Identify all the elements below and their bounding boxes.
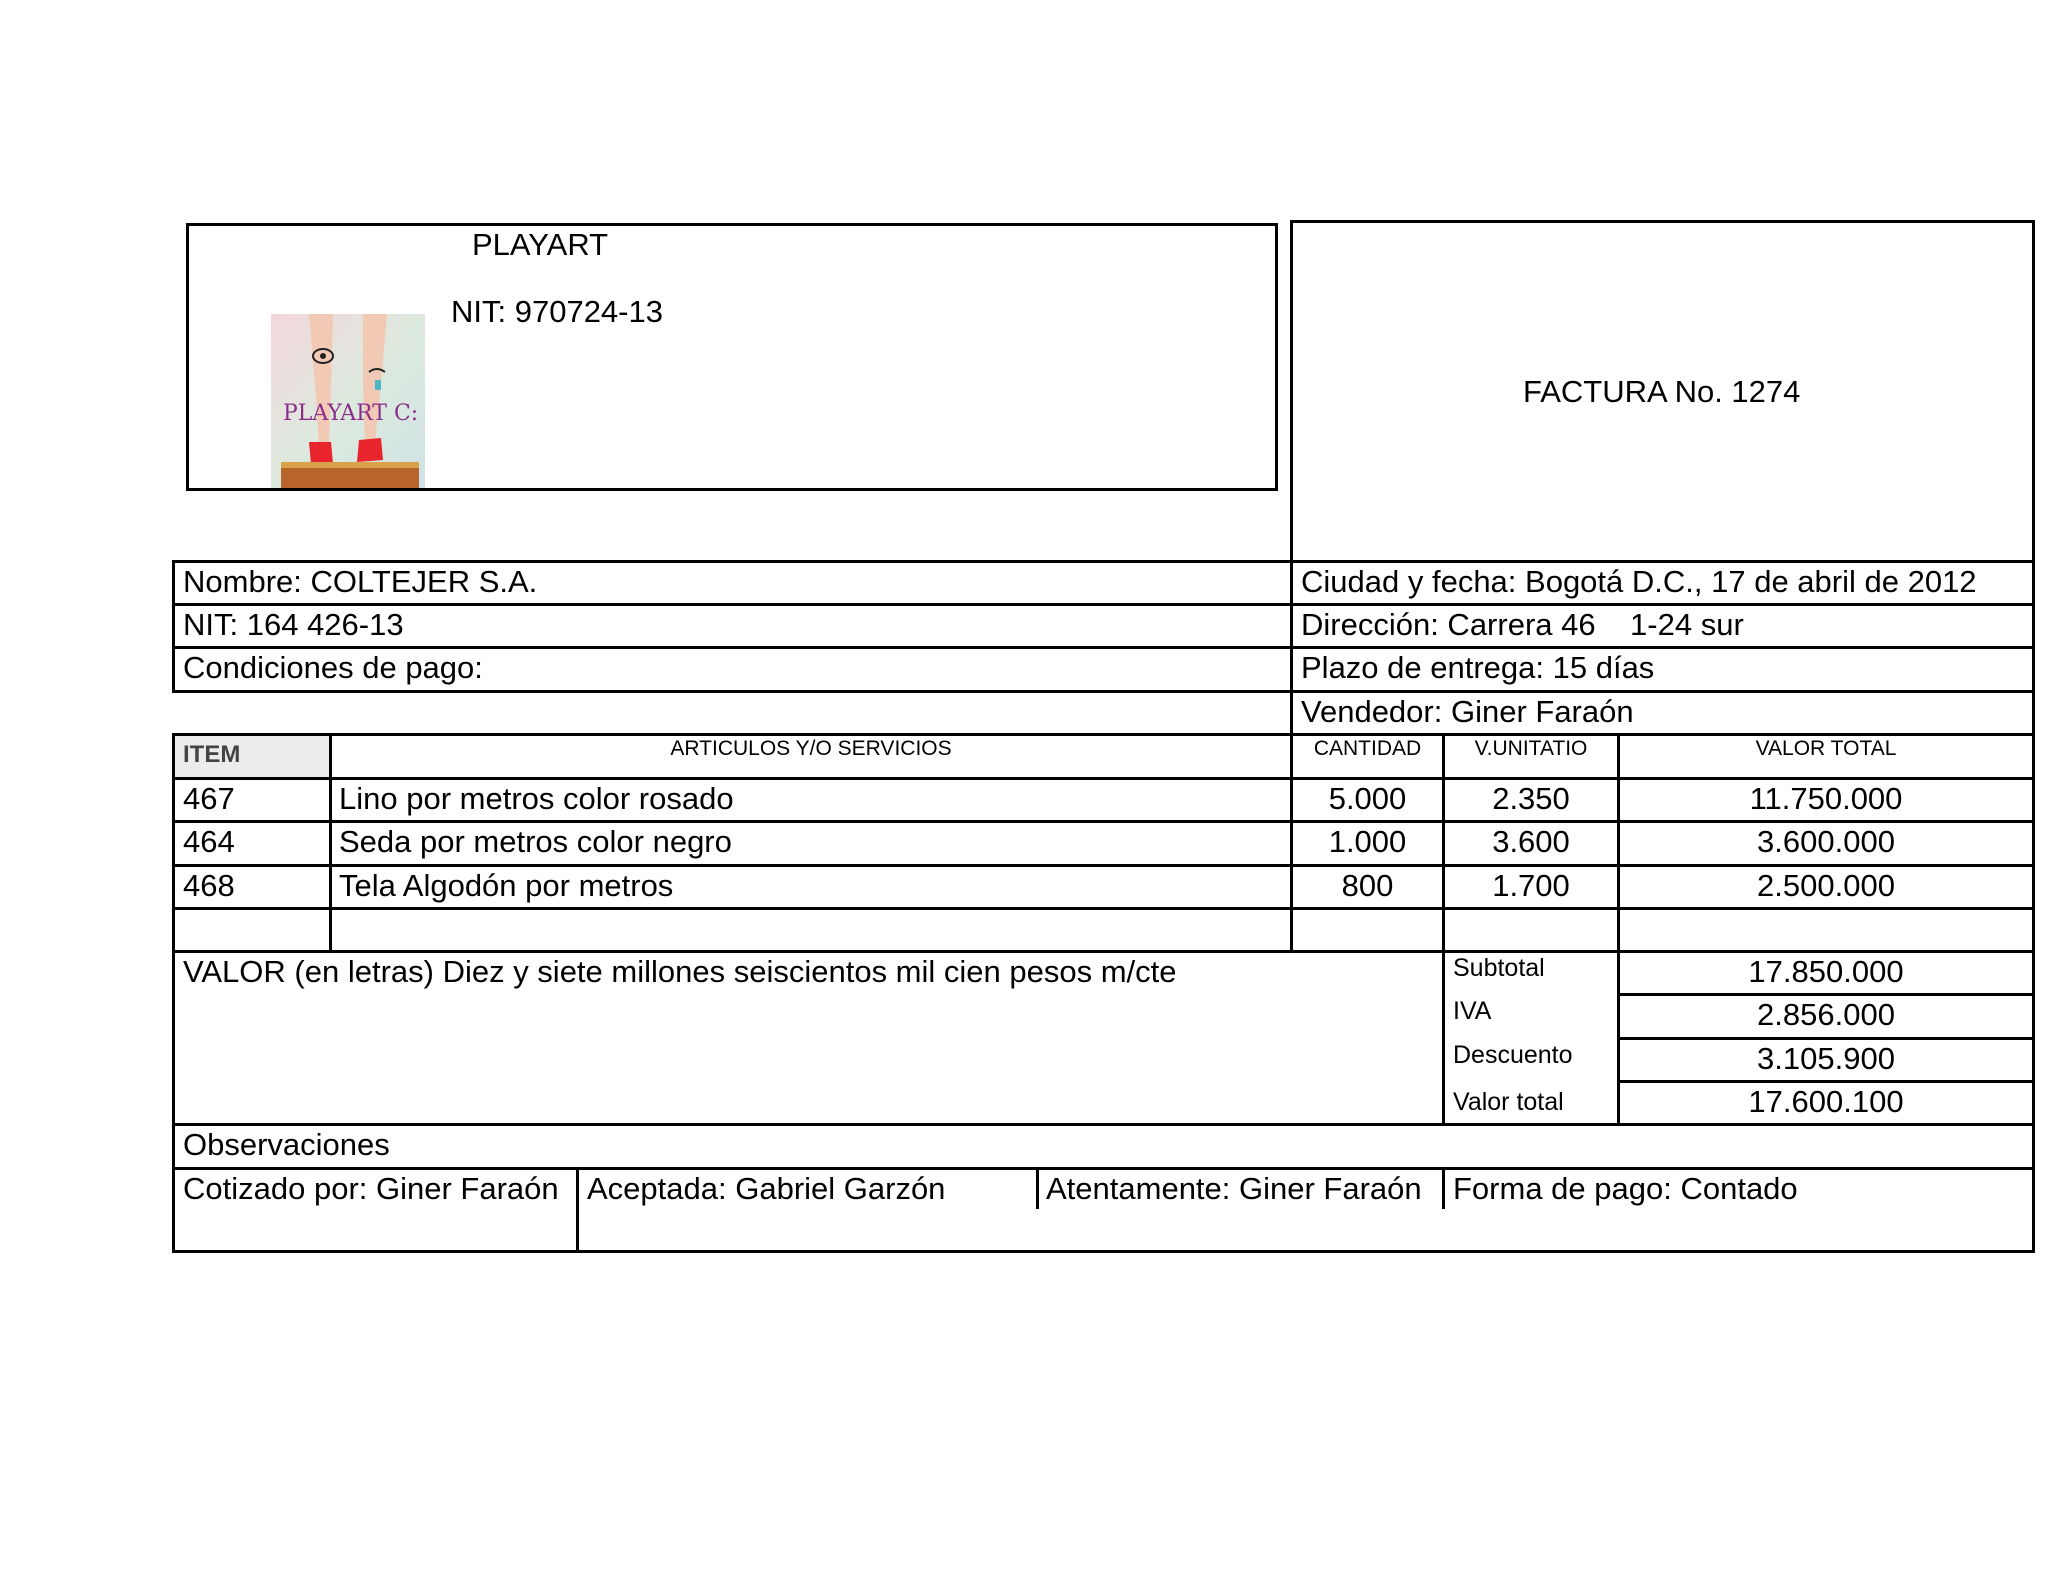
observations-label: Observaciones [183, 1127, 390, 1162]
grid-line [2032, 560, 2035, 736]
row-unit-value: 3.600 [1492, 824, 1570, 859]
row-quantity: 1.000 [1328, 824, 1407, 859]
grid-line [172, 950, 175, 1251]
grid-line [1442, 1167, 1445, 1209]
iva-value: 2.856.000 [1757, 997, 1895, 1032]
seller: Vendedor: Giner Faraón [1301, 694, 1634, 729]
payment-form: Forma de pago: Contado [1453, 1171, 1798, 1206]
subtotal-label: Subtotal [1453, 954, 1545, 982]
invoice-box-top-border [1290, 220, 2035, 223]
grid-line [329, 733, 332, 953]
accepted-by: Aceptada: Gabriel Garzón [587, 1171, 946, 1206]
address: Dirección: Carrera 46 1-24 sur [1301, 607, 1744, 642]
grid-line [172, 864, 2035, 867]
row-quantity: 5.000 [1328, 781, 1407, 816]
grid-line [1617, 1080, 2035, 1083]
grid-line [1617, 1037, 2035, 1040]
row-description: Lino por metros color rosado [339, 781, 734, 816]
grid-line [1290, 560, 1293, 736]
company-logo [271, 314, 425, 488]
quoted-by: Cotizado por: Giner Faraón [183, 1171, 559, 1206]
grid-line [172, 733, 2035, 736]
grid-line [172, 907, 2035, 910]
row-item: 468 [183, 868, 235, 903]
grid-line [172, 560, 2035, 563]
row-quantity: 800 [1341, 868, 1394, 903]
subtotal-value: 17.850.000 [1748, 954, 1904, 989]
grid-line [172, 646, 2035, 649]
grid-line [172, 1123, 2035, 1126]
header-unit-value: V.UNITATIO [1474, 737, 1588, 760]
discount-label: Descuento [1453, 1041, 1573, 1069]
grid-line [576, 1167, 579, 1253]
header-item: ITEM [183, 741, 241, 768]
invoice-box-right-border [2032, 220, 2035, 563]
row-total-value: 11.750.000 [1749, 781, 1903, 816]
amount-in-words: VALOR (en letras) Diez y siete millones seiscientos mil cien pesos m/cte [183, 954, 1177, 989]
row-item: 467 [183, 781, 235, 816]
logo-image [271, 314, 425, 488]
row-description: Tela Algodón por metros [339, 868, 674, 903]
sincerely: Atentamente: Giner Faraón [1046, 1171, 1422, 1206]
grid-line [172, 950, 2035, 953]
payment-conditions: Condiciones de pago: [183, 650, 483, 685]
company-nit: NIT: 970724-13 [451, 294, 663, 329]
invoice-box-left-border [1290, 220, 1293, 563]
discount-value: 3.105.900 [1757, 1041, 1895, 1076]
header-quantity: CANTIDAD [1313, 737, 1422, 760]
grid-line [172, 1250, 2035, 1253]
city-date: Ciudad y fecha: Bogotá D.C., 17 de abril de 2012 [1301, 564, 1977, 599]
invoice-title: FACTURA No. 1274 [1523, 374, 1801, 409]
grid-line [172, 1167, 2035, 1170]
row-item: 464 [183, 824, 235, 859]
total-value: 17.600.100 [1748, 1084, 1904, 1119]
customer-nit: NIT: 164 426-13 [183, 607, 404, 642]
grid-line [172, 777, 2035, 780]
delivery-term: Plazo de entrega: 15 días [1301, 650, 1655, 685]
customer-name: Nombre: COLTEJER S.A. [183, 564, 538, 599]
row-description: Seda por metros color negro [339, 824, 732, 859]
logo-text: PLAYART C: [283, 401, 419, 426]
row-total-value: 3.600.000 [1757, 824, 1895, 859]
header-articles: ARTICULOS Y/O SERVICIOS [670, 737, 952, 760]
total-label: Valor total [1453, 1088, 1564, 1116]
grid-line [2032, 733, 2035, 953]
grid-line [172, 733, 175, 953]
row-unit-value: 2.350 [1492, 781, 1570, 816]
grid-line [1036, 1167, 1039, 1209]
grid-line [1617, 993, 2035, 996]
grid-line [172, 560, 175, 693]
grid-line [172, 690, 2035, 693]
grid-line [172, 820, 2035, 823]
iva-label: IVA [1453, 997, 1492, 1025]
company-name: PLAYART [472, 227, 609, 262]
header-total-value: VALOR TOTAL [1755, 737, 1897, 760]
row-total-value: 2.500.000 [1757, 868, 1895, 903]
grid-line [1442, 950, 1445, 1126]
grid-line [172, 603, 2035, 606]
row-unit-value: 1.700 [1492, 868, 1570, 903]
